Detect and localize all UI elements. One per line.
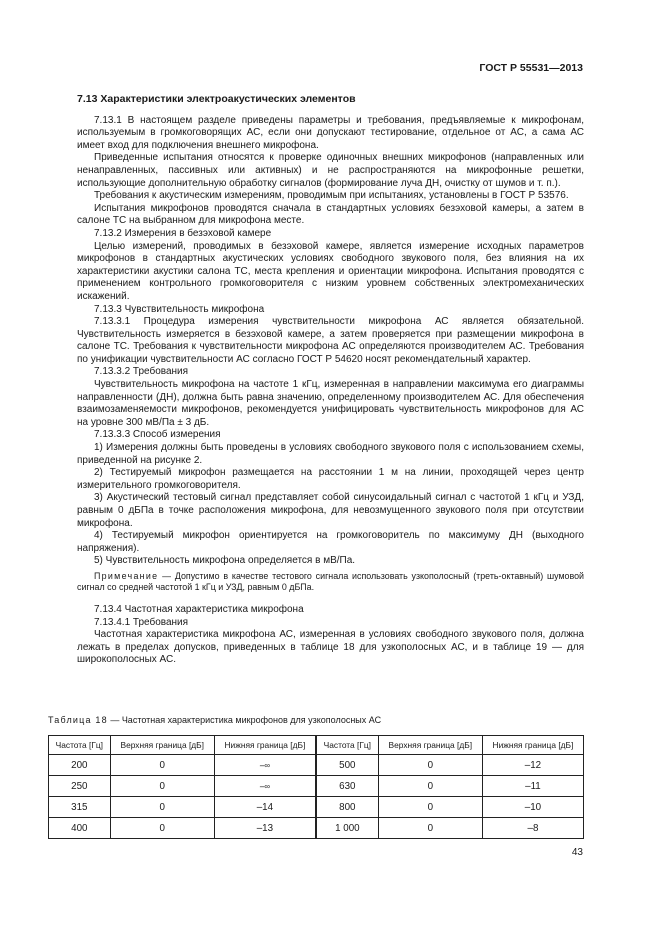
table-row	[49, 797, 584, 818]
column-header: Нижняя граница [дБ]	[482, 736, 583, 755]
paragraph: Чувствительность микрофона на частоте 1 кГц, измеренная в направлении максимума его диаграммы направленности (ДН), должна быть равна значению, определенному производителем АС. Для обеспечения взаимозаменяемости микрофонов, рекомендуется унифицировать чувствительность микрофонов для АС на уровне 300 мВ/Па ± 3 дБ.	[77, 379, 584, 428]
document-code-header: ГОСТ Р 55531—2013	[479, 62, 583, 74]
paragraph: Приведенные испытания относятся к проверке одиночных внешних микрофонов (направленных или ненаправленных, пассивных или активных) и не распространяются на микрофонные решетки, использующие дополнительную обработку сигналов (формирование луча ДН, очистку от шумов и т. п.).	[77, 152, 584, 189]
table-caption-label: Таблица 18	[48, 715, 108, 725]
table-caption	[48, 715, 381, 725]
table-cell: –12	[482, 755, 583, 776]
table-cell: –11	[482, 776, 583, 797]
paragraph: Требования к акустическим измерениям, проводимым при испытаниях, установлены в ГОСТ Р 53576.	[94, 190, 569, 202]
table-cell: 800	[316, 797, 378, 818]
paragraph: Целью измерений, проводимых в безэховой камере, является измерение исходных параметров микрофонов в стандартных акустических условиях свободного звукового поля, без влияния на их характеристики акустики салона ТС, места крепления и ориентации микрофона. Испытания проводятся с применением контрольного громкоговорителя с низким уровнем собственных электромеханических искажений.	[77, 240, 584, 302]
paragraph: 7.13.3.1 Процедура измерения чувствительности микрофона АС является обязательной. Чувствительность измеряется в безэховой камере, а затем проверяется при размещении микрофона в салоне ТС. Требования к чувствительности микрофона АС определяются производителем АС. Требования по унификации чувствительности АС согласно ГОСТ Р 54620 носят рекомендательный характер.	[77, 316, 584, 365]
page-number: 43	[571, 847, 583, 858]
table-row	[49, 818, 584, 839]
note-text: — Допустимо в качестве тестового сигнала использовать узкополосный (треть-октавный) шумовой сигнал со средней частотой 1 кГц и УЗД, равным 0 дБПа.	[77, 570, 584, 593]
subsection-heading: 7.13.4.1 Требования	[94, 616, 189, 628]
table-header-row	[49, 736, 584, 755]
table-cell: 315	[49, 797, 111, 818]
table-row	[49, 776, 584, 797]
frequency-response-table	[48, 735, 584, 839]
subsection-heading: 7.13.2 Измерения в безэховой камере	[94, 227, 272, 239]
paragraph: Частотная характеристика микрофона АС, измеренная в условиях свободного звукового поля, должна лежать в пределах допусков, приведенных в таблице 18 для узкополосных АС, и в таблице 19 — для широкополосных АС.	[77, 629, 584, 666]
table-cell: 0	[110, 755, 214, 776]
table-cell: 0	[378, 776, 482, 797]
table-cell: 200	[49, 755, 111, 776]
table-cell: 1 000	[316, 818, 378, 839]
table-cell: 0	[378, 818, 482, 839]
list-item: 1) Измерения должны быть проведены в условиях свободного звукового поля с использованием схемы, приведенной на рисунке 2.	[77, 442, 584, 466]
table-cell: –10	[482, 797, 583, 818]
column-header: Верхняя граница [дБ]	[378, 736, 482, 755]
table-cell: –14	[214, 797, 316, 818]
table-row	[49, 755, 584, 776]
column-header: Верхняя граница [дБ]	[110, 736, 214, 755]
table-caption-text: — Частотная характеристика микрофонов для узкополосных АС	[107, 715, 382, 725]
table-cell: 0	[110, 818, 214, 839]
table-cell: –13	[214, 818, 316, 839]
section-title: 7.13 Характеристики электроакустических элементов	[77, 93, 356, 105]
table-cell: –∞	[214, 776, 316, 797]
table-cell: 500	[316, 755, 378, 776]
table-cell: 0	[378, 797, 482, 818]
table-cell: –∞	[214, 755, 316, 776]
table-cell: 630	[316, 776, 378, 797]
subsection-heading: 7.13.3 Чувствительность микрофона	[94, 303, 265, 315]
table-cell: 0	[378, 755, 482, 776]
page-content	[77, 93, 584, 667]
table-cell: 400	[49, 818, 111, 839]
list-item: 3) Акустический тестовый сигнал представляет собой синусоидальный сигнал с частотой 1 кГц и УЗД, равным 0 дБПа в точке расположения микрофона, для невозмущенного звукового поля при отсутствии микрофона.	[77, 492, 584, 529]
list-item: 5) Чувствительность микрофона определяется в мВ/Па.	[94, 555, 356, 567]
column-header: Нижняя граница [дБ]	[214, 736, 316, 755]
column-header: Частота [Гц]	[316, 736, 378, 755]
subsection-heading: 7.13.3.2 Требования	[94, 366, 189, 378]
list-item: 2) Тестируемый микрофон размещается на расстоянии 1 м на линии, проходящей через центр измерительного громкоговорителя.	[77, 467, 584, 491]
note	[77, 571, 584, 594]
table-cell: 250	[49, 776, 111, 797]
paragraph: Испытания микрофонов проводятся сначала в стандартных условиях безэховой камеры, а затем в салоне ТС на выбранном для микрофона месте.	[77, 202, 584, 227]
column-header: Частота [Гц]	[49, 736, 111, 755]
table-cell: –8	[482, 818, 583, 839]
subsection-heading: 7.13.4 Частотная характеристика микрофона	[94, 603, 304, 615]
table-cell: 0	[110, 797, 214, 818]
list-item: 4) Тестируемый микрофон ориентируется на громкоговоритель по максимуму ДН (выходного напряжения).	[77, 530, 584, 554]
subsection-heading: 7.13.3.3 Способ измерения	[94, 429, 221, 441]
note-label: Примечание	[94, 570, 159, 581]
paragraph: 7.13.1 В настоящем разделе приведены параметры и требования, предъявляемые к микрофонам, используемым в громкоговорящих АС, если они допускают тестирование, отдельное от АС, а сама АС имеет вход для подключения внешнего микрофона.	[77, 114, 584, 151]
table-cell: 0	[110, 776, 214, 797]
